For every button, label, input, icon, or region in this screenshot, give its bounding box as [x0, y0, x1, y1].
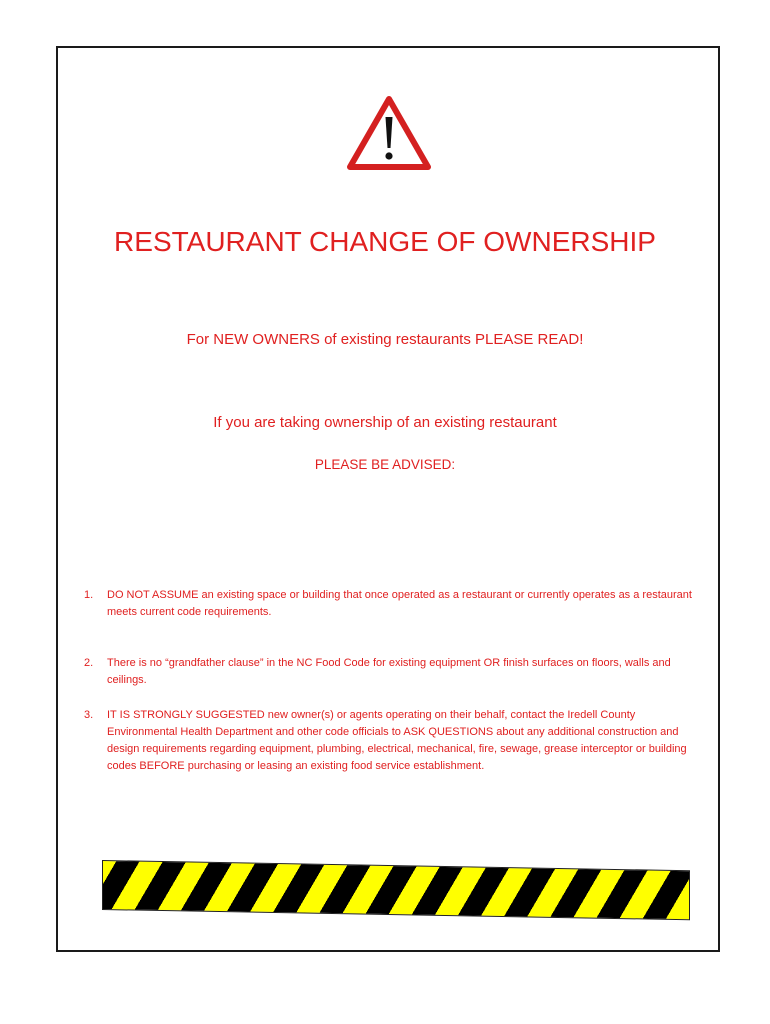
- warning-triangle-icon: [344, 93, 434, 173]
- notice-title: RESTAURANT CHANGE OF OWNERSHIP: [114, 226, 656, 257]
- notice-subtitle: For NEW OWNERS of existing restaurants PLEASE READ!: [186, 331, 584, 348]
- item-number: 1.: [84, 589, 94, 601]
- item-number: 2.: [84, 657, 94, 669]
- list-item: [84, 587, 704, 621]
- item-text: IT IS STRONGLY SUGGESTED new owner(s) or agents operating on their behalf, contact the Iredell County Environmental Health Department and other code officials to ASK QUESTIONS about any additional construction and design requirements regarding equipment, plumbing, electrical, mechanical, fire, sewage, grease interceptor or building codes BEFORE purchasing or leasing an existing food service establishment.: [107, 709, 687, 772]
- item-text: There is no “grandfather clause” in the NC Food Code for existing equipment OR finish surfaces on floors, walls and ceilings.: [107, 657, 671, 686]
- notice-list: [84, 587, 704, 775]
- advised-line: PLEASE BE ADVISED:: [314, 457, 456, 472]
- hazard-stripe: [102, 860, 690, 920]
- list-item: [84, 655, 704, 689]
- list-item: [84, 707, 704, 775]
- notice-frame: [56, 46, 720, 952]
- item-number: 3.: [84, 709, 94, 721]
- intro-line: If you are taking ownership of an existing restaurant: [213, 414, 557, 431]
- item-text: DO NOT ASSUME an existing space or building that once operated as a restaurant or currently operates as a restaurant meets current code requirements.: [107, 589, 692, 618]
